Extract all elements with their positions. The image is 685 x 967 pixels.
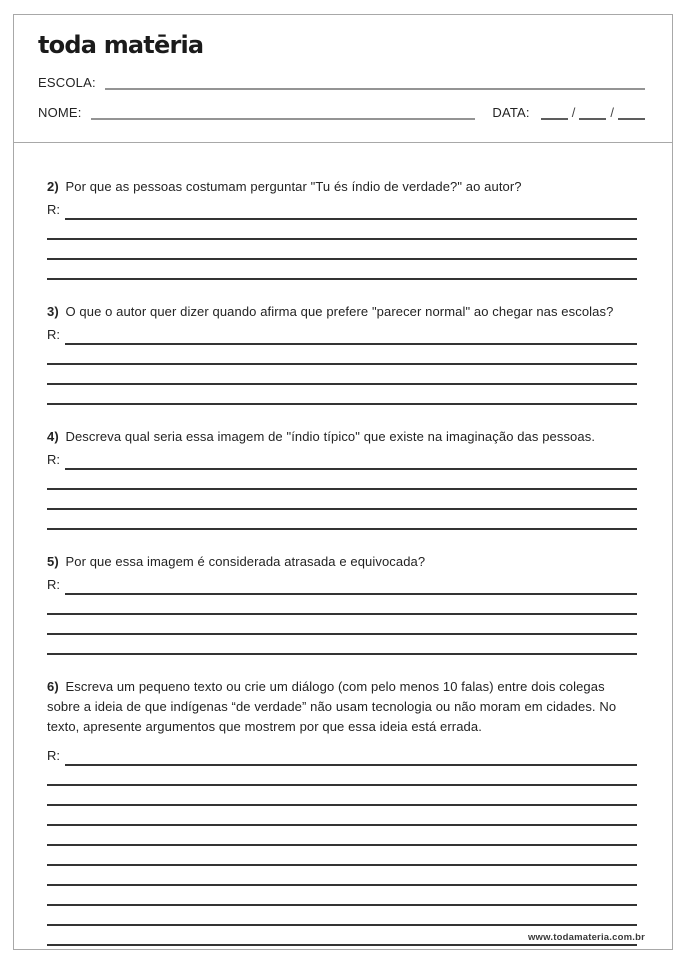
answer-prefix-label: R: <box>47 202 60 217</box>
school-fill-line <box>105 74 645 90</box>
answer-area <box>47 746 637 946</box>
answer-first-row <box>47 325 637 345</box>
question-statement: Descreva qual seria essa imagem de "índio típico" que existe na imaginação das pessoas. <box>65 429 596 444</box>
answer-line <box>65 575 637 595</box>
question-block <box>47 427 637 530</box>
answer-line <box>47 220 637 240</box>
question-statement: O que o autor quer dizer quando afirma que prefere "parecer normal" ao chegar nas escolas? <box>65 304 614 319</box>
answer-line <box>47 260 637 280</box>
date-label: DATA: <box>492 105 530 120</box>
question-number: 3) <box>47 304 59 319</box>
answer-line <box>65 450 637 470</box>
answer-line <box>47 385 637 405</box>
question-text <box>47 677 637 737</box>
answer-area <box>47 325 637 405</box>
answer-prefix-label: R: <box>47 748 60 763</box>
question-text <box>47 177 637 197</box>
question-block <box>47 177 637 280</box>
question-number: 4) <box>47 429 59 444</box>
date-separator: / <box>571 105 576 120</box>
name-fill-line <box>91 104 476 120</box>
answer-prefix-label: R: <box>47 327 60 342</box>
answer-first-row <box>47 200 637 220</box>
answer-line <box>47 365 637 385</box>
question-text <box>47 302 637 322</box>
answer-line <box>47 786 637 806</box>
date-day-blank <box>541 104 568 120</box>
question-number: 2) <box>47 179 59 194</box>
answer-line <box>65 200 637 220</box>
answer-line <box>65 746 637 766</box>
website-link[interactable]: www.todamateria.com.br <box>527 932 645 943</box>
answer-area <box>47 200 637 280</box>
answer-line <box>47 240 637 260</box>
answer-line <box>47 490 637 510</box>
answer-line <box>47 635 637 655</box>
question-statement: Por que as pessoas costumam perguntar "Tu és índio de verdade?" ao autor? <box>65 179 522 194</box>
answer-line <box>47 595 637 615</box>
brand-logo: toda matēria <box>38 31 204 59</box>
worksheet-header <box>14 15 672 143</box>
answer-line <box>47 470 637 490</box>
date-separator: / <box>610 105 614 120</box>
answer-line <box>47 906 637 926</box>
question-text <box>47 552 637 572</box>
answer-line <box>47 766 637 786</box>
name-label: NOME: <box>38 105 82 120</box>
answer-line <box>47 806 637 826</box>
answer-line <box>65 325 637 345</box>
answer-first-row <box>47 450 637 470</box>
answer-first-row <box>47 746 637 766</box>
worksheet-page <box>13 14 673 950</box>
answer-line <box>47 345 637 365</box>
question-number: 6) <box>47 679 59 694</box>
answer-line <box>47 846 637 866</box>
answer-line <box>47 866 637 886</box>
answer-line <box>47 615 637 635</box>
answer-line <box>47 886 637 906</box>
answer-line <box>47 826 637 846</box>
answer-line <box>47 510 637 530</box>
answer-prefix-label: R: <box>47 577 60 592</box>
question-statement: Por que essa imagem é considerada atrasada e equivocada? <box>65 554 426 569</box>
question-text <box>47 427 637 447</box>
school-label: ESCOLA: <box>38 75 96 90</box>
date-year-blank <box>618 104 645 120</box>
school-field-row <box>38 74 645 90</box>
name-date-field-row <box>38 104 645 120</box>
answer-area <box>47 575 637 655</box>
questions-area <box>14 143 672 946</box>
answer-prefix-label: R: <box>47 452 60 467</box>
question-block <box>47 302 637 405</box>
question-statement: Escreva um pequeno texto ou crie um diálogo (com pelo menos 10 falas) entre dois colegas sobre a ideia de que indígenas “de verdade” não usam tecnologia ou não moram em cidades. No texto, apresente argumentos que mostrem por que essa ideia está errada. <box>47 679 617 734</box>
answer-first-row <box>47 575 637 595</box>
question-block <box>47 677 637 946</box>
answer-area <box>47 450 637 530</box>
question-number: 5) <box>47 554 59 569</box>
date-month-blank <box>579 104 606 120</box>
question-block <box>47 552 637 655</box>
